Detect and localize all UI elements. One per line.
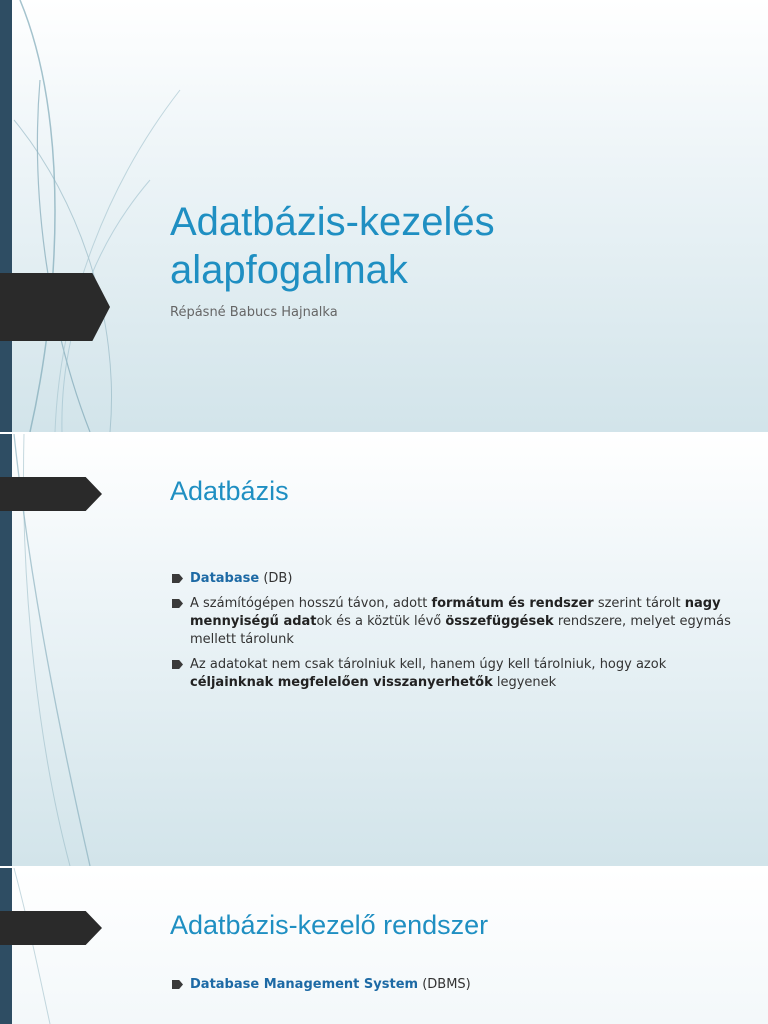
author-name: Répásné Babucs Hajnalka — [170, 305, 338, 320]
slide-adatbazis — [0, 434, 768, 866]
list-text: rendszere, melyet egymás mellett tárolunk — [190, 614, 731, 647]
bold-term: nagy mennyiségű adat — [190, 596, 721, 629]
slide-heading: Adatbázis-kezelő rendszer — [170, 910, 489, 940]
slide-adatbazis-kezelo — [0, 868, 768, 1024]
arrow-bullet-icon — [172, 574, 183, 583]
title-line-2: alapfogalmak — [170, 248, 408, 292]
list-text: A számítógépen hosszú távon, adott — [190, 596, 432, 611]
list-item — [172, 656, 732, 692]
list-text: Az adatokat nem csak tárolniuk kell, hanem úgy kell tárolniuk, hogy azok — [190, 657, 667, 672]
arrow-bullet-icon — [172, 980, 183, 989]
arrow-bullet-icon — [172, 660, 183, 669]
arrow-bullet-icon — [172, 599, 183, 608]
list-item — [172, 570, 732, 588]
bold-term: formátum és rendszer — [431, 596, 594, 611]
list-text: ok és a köztük lévő — [316, 614, 446, 629]
slide-title-heading — [170, 198, 730, 294]
slide-heading: Adatbázis — [170, 476, 289, 506]
bullet-list — [172, 976, 732, 1001]
keyword: Database — [190, 571, 260, 586]
list-text: (DBMS) — [418, 977, 471, 992]
arrow-marker — [0, 911, 102, 945]
bold-term: céljainknak megfelelően visszanyerhetők — [190, 675, 493, 690]
arrow-marker — [0, 477, 102, 511]
list-item — [172, 595, 732, 649]
list-text: szerint tárolt — [593, 596, 685, 611]
bullet-list — [172, 570, 732, 699]
list-item — [172, 976, 732, 994]
slide-title — [0, 0, 768, 432]
keyword: Database Management System — [190, 977, 419, 992]
list-text: (DB) — [259, 571, 293, 586]
bold-term: összefüggések — [445, 614, 554, 629]
list-text: legyenek — [492, 675, 557, 690]
title-line-1: Adatbázis-kezelés — [170, 200, 495, 244]
arrow-marker — [0, 273, 110, 341]
